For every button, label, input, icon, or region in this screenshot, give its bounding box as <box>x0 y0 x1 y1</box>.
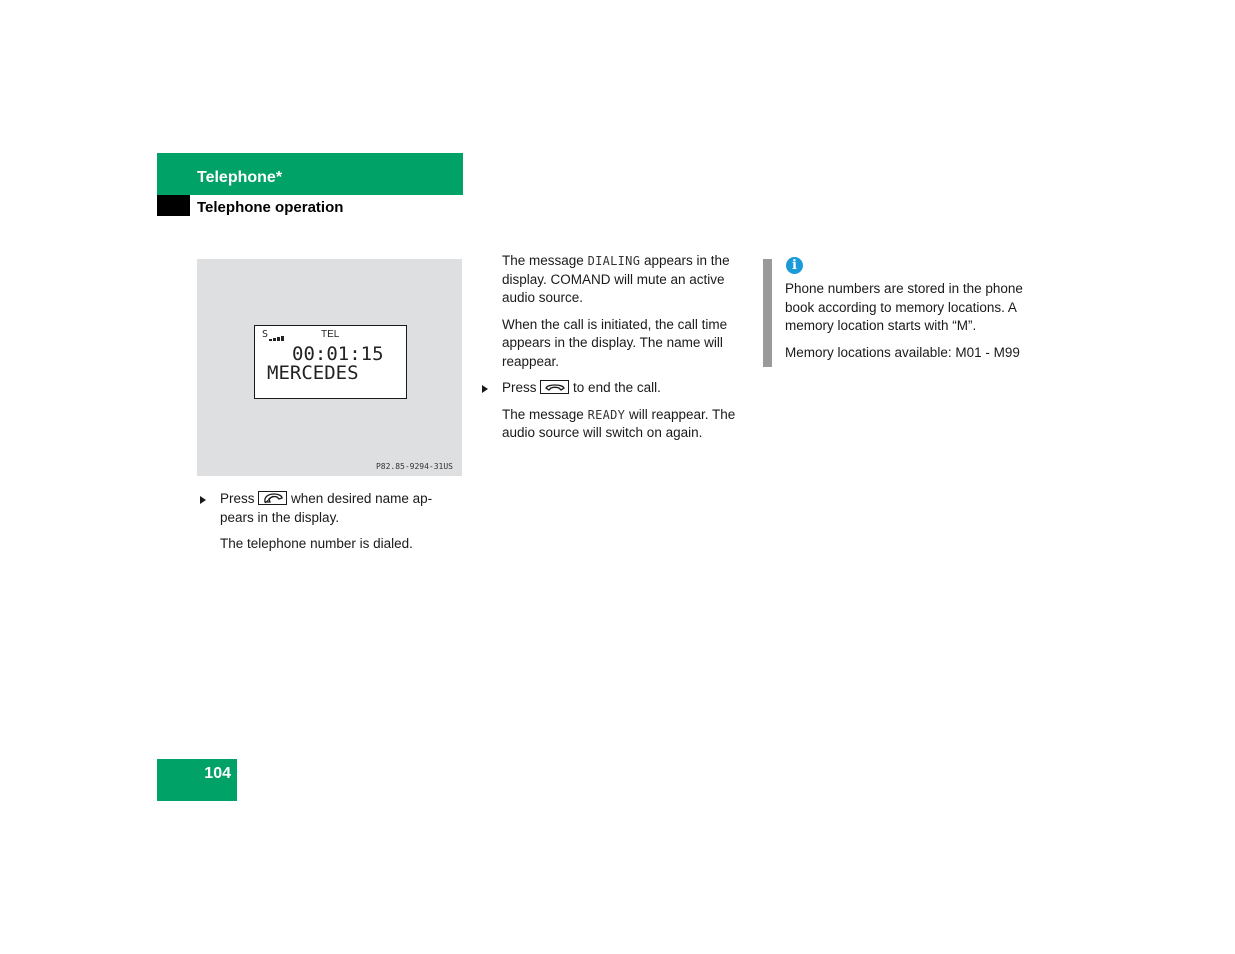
figure-code: P82.85-9294-31US <box>375 462 453 471</box>
step-end-call: Press to end the call. <box>502 379 747 398</box>
lcd-display <box>254 325 407 399</box>
signal-label: S <box>262 329 269 340</box>
ready-code: READY <box>587 407 626 422</box>
call-time-paragraph: When the call is initiated, the call time appears in the display. The name will reappear. <box>502 316 728 369</box>
display-figure <box>197 259 462 476</box>
chapter-title: Telephone* <box>197 169 283 186</box>
phone-end-icon <box>540 380 569 394</box>
signal-strength-indicator <box>262 329 285 341</box>
lcd-mode-label: TEL <box>321 329 340 340</box>
info-icon: i <box>786 257 803 274</box>
info-paragraph-1: Phone numbers are stored in the phone book according to memory locations. A memory location starts with “M”. <box>785 281 1023 333</box>
section-marker <box>157 195 190 216</box>
step-dial: Press when desired name ap- pears in the display. <box>220 490 460 527</box>
info-paragraph-2: Memory locations available: M01 - M99 <box>785 344 1020 360</box>
page-number-box <box>157 759 237 801</box>
phone-send-icon <box>258 491 287 505</box>
dialing-code: DIALING <box>587 254 641 268</box>
info-box <box>785 280 1040 370</box>
dial-result-text: The telephone number is dialed. <box>220 536 413 551</box>
middle-column <box>502 252 747 451</box>
ready-paragraph: The message READY will reappear. The audio source will switch on again. <box>502 406 736 440</box>
step-arrow-icon <box>482 385 488 393</box>
page-number: 104 <box>204 765 231 782</box>
section-title: Telephone operation <box>197 199 344 216</box>
dialing-paragraph: The message DIALING appears in the display. COMAND will mute an active audio source. <box>502 253 730 305</box>
info-side-bar <box>763 259 772 367</box>
call-time-readout: 00:01:15 <box>292 343 384 365</box>
step-arrow-icon <box>200 496 206 504</box>
left-column <box>220 490 460 562</box>
signal-bars-icon <box>269 329 285 341</box>
caller-name-readout: MERCEDES <box>267 362 359 384</box>
